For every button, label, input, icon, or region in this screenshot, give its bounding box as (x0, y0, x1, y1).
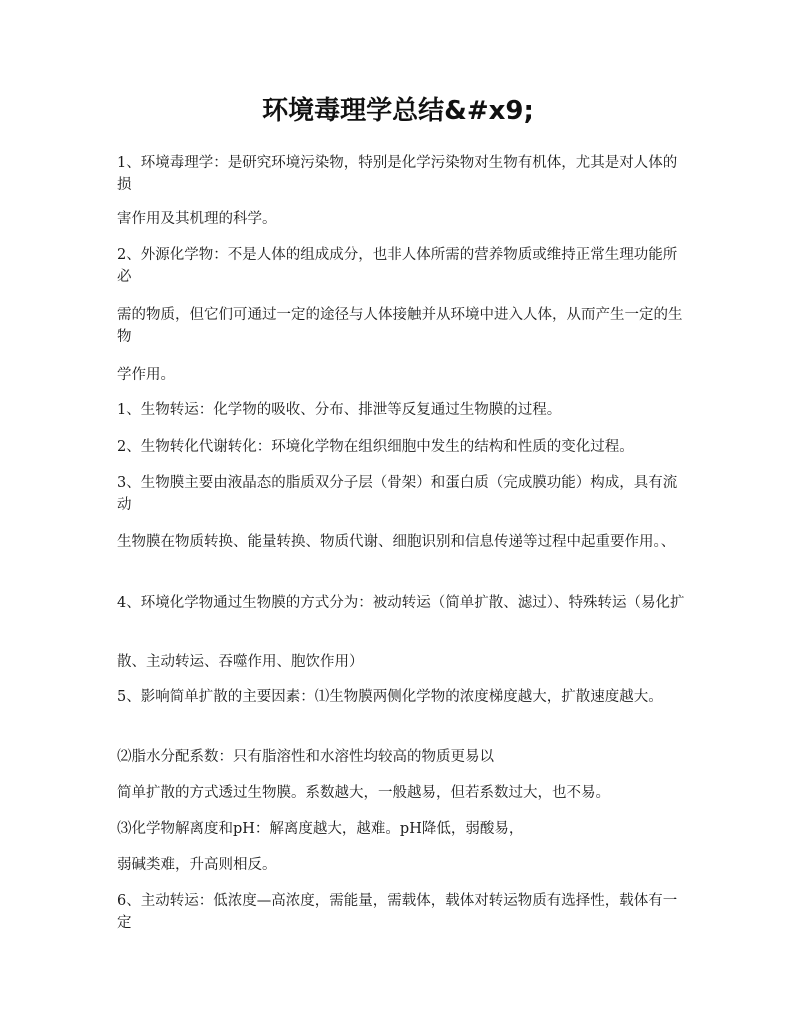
paragraph-11: 散、主动转运、吞噬作用、胞饮作用） (117, 654, 364, 670)
paragraph-1: 1、环境毒理学：是研究环境污染物，特别是化学污染物对生物有机体，尤其是对人体的损 (117, 155, 678, 193)
paragraph-3: 2、外源化学物：不是人体的组成成分，也非人体所需的营养物质或维持正常生理功能所必 (117, 247, 678, 285)
document-title: 环境毒理学总结&#x9; (262, 96, 534, 126)
paragraph-17: 6、主动转运：低浓度—高浓度，需能量，需载体，载体对转运物质有选择性，载体有一定 (117, 893, 678, 931)
paragraph-16: 弱碱类难，升高则相反。 (117, 857, 277, 873)
paragraph-10: 4、环境化学物通过生物膜的方式分为：被动转运（简单扩散、滤过）、特殊转运（易化扩 (117, 595, 685, 611)
paragraph-6: 1、生物转运：化学物的吸收、分布、排泄等反复通过生物膜的过程。 (117, 402, 562, 418)
paragraph-5: 学作用。 (117, 367, 175, 383)
paragraph-15: ⑶化学物解离度和pH：解离度越大，越难。pH降低，弱酸易， (117, 821, 524, 837)
paragraph-14: 简单扩散的方式透过生物膜。系数越大，一般越易，但若系数过大，也不易。 (117, 785, 610, 801)
paragraph-13: ⑵脂水分配系数：只有脂溶性和水溶性均较高的物质更易以 (117, 749, 494, 765)
paragraph-7: 2、生物转化代谢转化：环境化学物在组织细胞中发生的结构和性质的变化过程。 (117, 439, 634, 455)
paragraph-4: 需的物质，但它们可通过一定的途径与人体接触并从环境中进入人体，从而产生一定的生物 (117, 307, 683, 345)
paragraph-12: 5、影响简单扩散的主要因素：⑴生物膜两侧化学物的浓度梯度越大，扩散速度越大。 (117, 689, 663, 705)
paragraph-2: 害作用及其机理的科学。 (117, 211, 277, 227)
paragraph-8: 3、生物膜主要由液晶态的脂质双分子层（骨架）和蛋白质（完成膜功能）构成，具有流动 (117, 475, 678, 513)
paragraph-9: 生物膜在物质转换、能量转换、物质代谢、细胞识别和信息传递等过程中起重要作用。、 (117, 534, 676, 550)
